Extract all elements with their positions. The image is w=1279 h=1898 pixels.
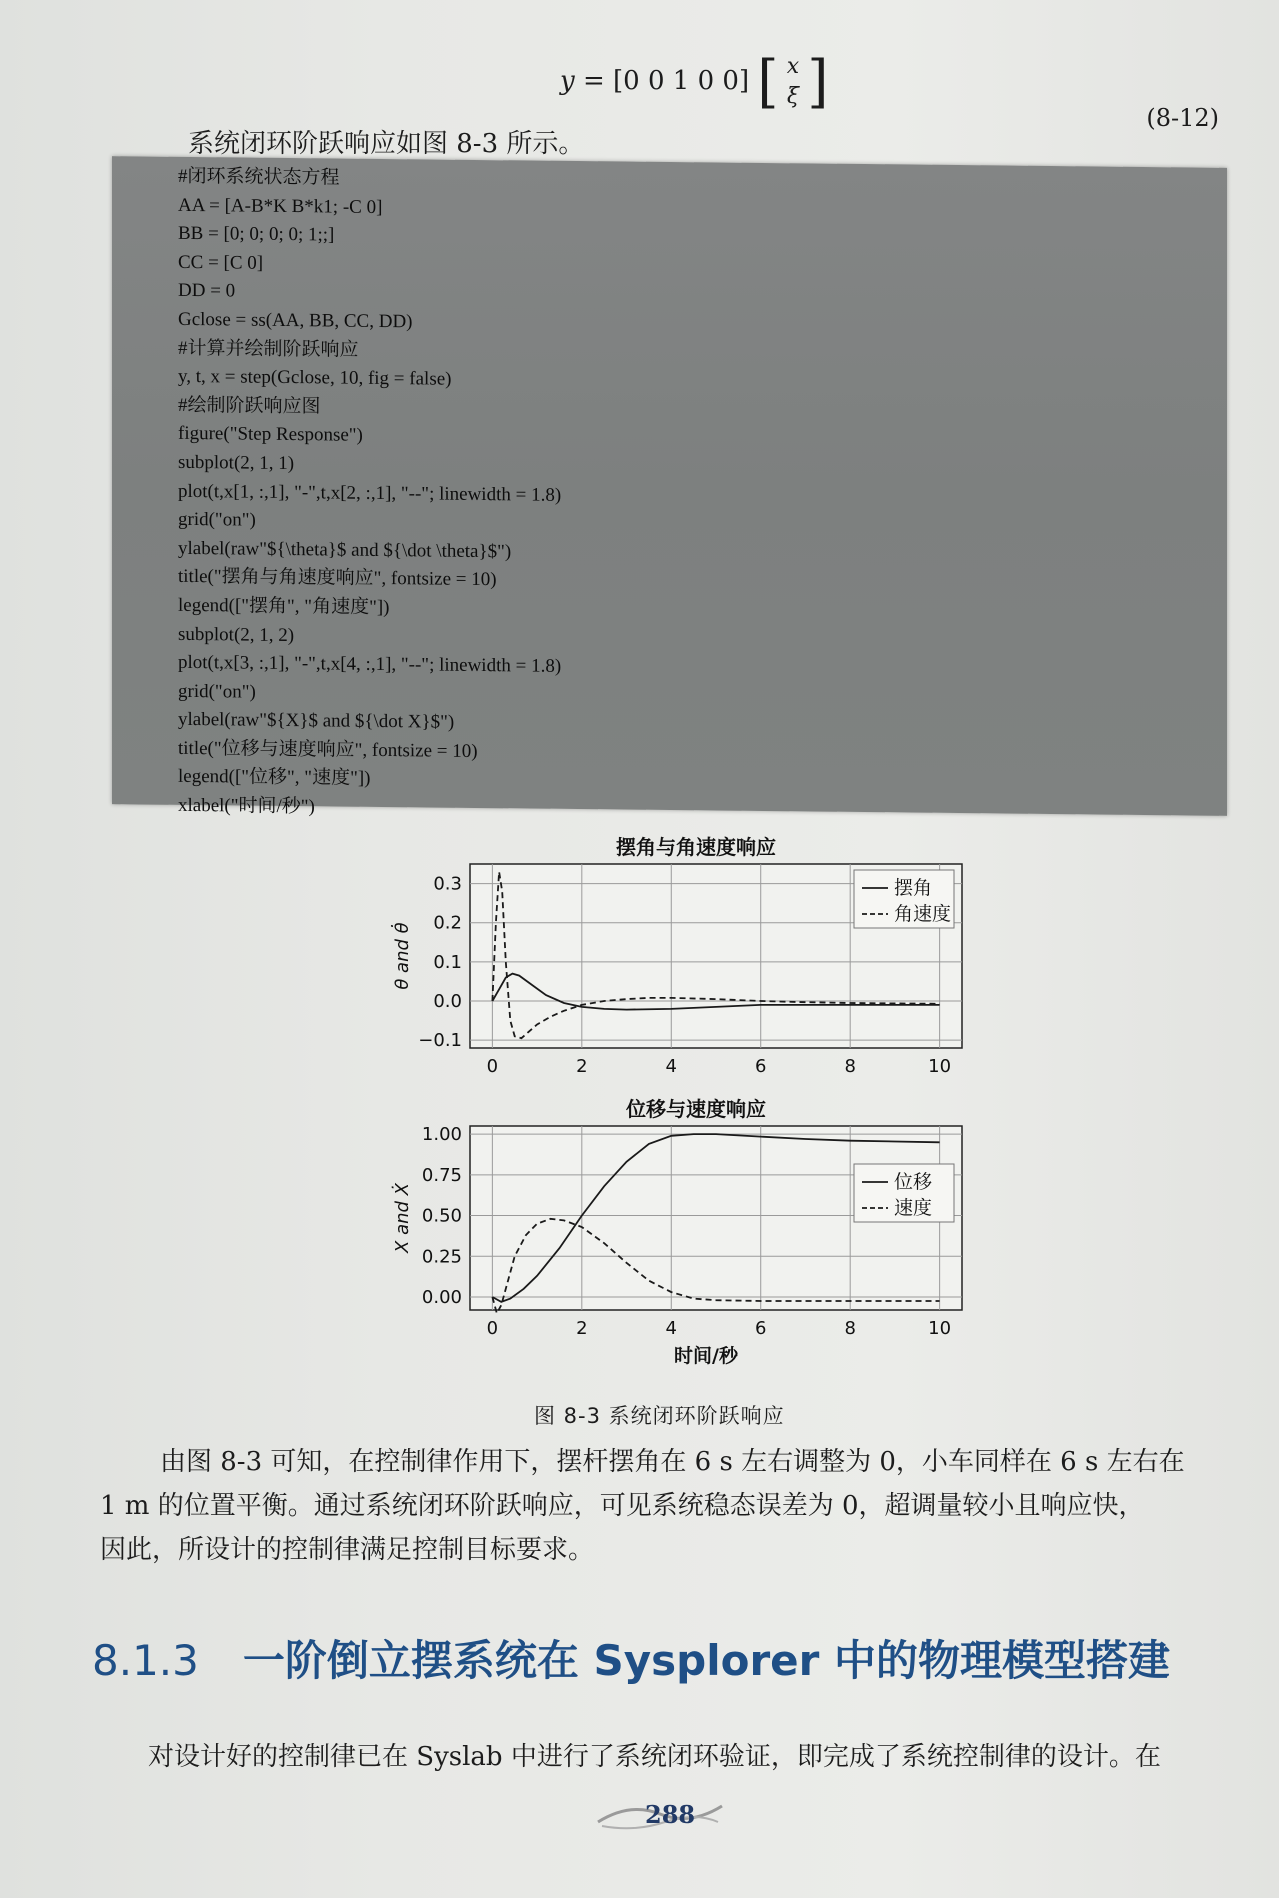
x-tick-label: 10 (928, 1318, 952, 1339)
x-tick-label: 10 (928, 1056, 952, 1077)
y-tick-label: 0.50 (421, 1205, 462, 1227)
code-line: legend(["位移", "速度"]) (178, 766, 371, 790)
code-line: plot(t,x[1, :,1], "-",t,x[2, :,1], "--"; linewidth = 1.8) (178, 480, 562, 506)
x-tick-label: 2 (576, 1056, 588, 1077)
code-line: AA = [A-B*K B*k1; -C 0] (178, 194, 383, 218)
right-bracket: ] (807, 48, 829, 115)
figure-caption: 图 8-3 系统闭环阶跃响应 (534, 1404, 785, 1428)
y-axis-label: X and Ẋ (392, 1183, 413, 1253)
vector-entry: ξ (786, 84, 799, 109)
code-line: xlabel("时间/秒") (178, 794, 315, 818)
code-line: DD = 0 (178, 280, 236, 302)
y-tick-label: 0.0 (433, 991, 462, 1013)
equation-number: (8-12) (1146, 104, 1219, 132)
x-tick-label: 4 (665, 1318, 677, 1339)
equation-row-vector: [0 0 1 0 0] (613, 66, 750, 96)
x-tick-label: 0 (486, 1318, 499, 1339)
code-line: CC = [C 0] (178, 251, 264, 274)
legend-label: 角速度 (894, 903, 952, 925)
code-line: grid("on") (178, 508, 256, 531)
code-line: #绘制阶跃响应图 (178, 394, 321, 418)
paragraph-line: 因此，所设计的控制律满足控制目标要求。 (100, 1535, 595, 1565)
x-tick-label: 2 (576, 1318, 588, 1339)
y-tick-label: 0.3 (433, 873, 462, 895)
y-tick-label: −0.1 (418, 1030, 462, 1052)
x-tick-label: 6 (755, 1318, 767, 1339)
page-number-ornament (590, 1792, 730, 1842)
x-tick-label: 0 (486, 1056, 499, 1077)
equation-8-12 (560, 48, 829, 115)
equation-equals: = (582, 66, 605, 96)
legend-label: 速度 (894, 1197, 933, 1219)
code-line: ylabel(raw"${\theta}$ and ${\dot \theta}$") (178, 537, 512, 563)
code-lines (178, 163, 561, 825)
y-tick-label: 0.25 (421, 1246, 462, 1268)
chart-angle-response (390, 835, 962, 1077)
x-tick-label: 6 (755, 1056, 767, 1077)
section-number: 8.1.3 (92, 1636, 199, 1685)
chart-displacement-response (392, 1097, 962, 1367)
code-line: title("位移与速度响应", fontsize = 10) (178, 737, 478, 762)
legend-label: 摆角 (894, 877, 933, 899)
page-number: 288 (645, 1800, 696, 1829)
paragraph-line: 1 m 的位置平衡。通过系统闭环阶跃响应，可见系统稳态误差为 0，超调量较小且响应快， (100, 1491, 1145, 1521)
x-axis-label: 时间/秒 (674, 1345, 738, 1367)
code-line: BB = [0; 0; 0; 0; 1;;] (178, 223, 335, 246)
code-line: figure("Step Response") (178, 423, 363, 447)
y-tick-label: 0.00 (421, 1286, 462, 1308)
code-line: Gclose = ss(AA, BB, CC, DD) (178, 308, 413, 333)
code-line: #计算并绘制阶跃响应 (178, 337, 359, 361)
section-title: 一阶倒立摆系统在 Sysplorer 中的物理模型搭建 (242, 1636, 1170, 1685)
x-tick-label: 8 (844, 1318, 856, 1339)
code-line: title("摆角与角速度响应", fontsize = 10) (178, 566, 497, 591)
x-tick-label: 8 (844, 1056, 856, 1077)
code-line: y, t, x = step(Gclose, 10, fig = false) (178, 366, 452, 390)
equation-lhs: y (560, 66, 575, 96)
x-tick-label: 4 (665, 1056, 677, 1077)
chart-title: 摆角与角速度响应 (616, 835, 776, 859)
code-listing-panel (112, 156, 1227, 816)
legend-label: 位移 (894, 1171, 933, 1193)
y-axis-label: θ and θ̇ (392, 922, 413, 990)
y-tick-label: 0.1 (433, 951, 462, 973)
code-line: plot(t,x[3, :,1], "-",t,x[4, :,1], "--"; linewidth = 1.8) (178, 651, 562, 677)
y-tick-label: 0.2 (433, 912, 462, 934)
y-tick-label: 1.00 (421, 1124, 462, 1146)
vector-entry: x (786, 54, 800, 79)
code-line: subplot(2, 1, 1) (178, 451, 295, 475)
left-bracket: [ (757, 48, 779, 115)
paragraph-line: 对设计好的控制律已在 Syslab 中进行了系统闭环验证，即完成了系统控制律的设计。在 (148, 1742, 1161, 1772)
code-line: subplot(2, 1, 2) (178, 623, 295, 646)
code-line: #闭环系统状态方程 (178, 165, 340, 189)
section-heading (92, 1628, 1170, 1688)
paragraph-line: 由图 8-3 可知，在控制律作用下，摆杆摆角在 6 s 左右调整为 0，小车同样在 6 s 左右在 (160, 1447, 1185, 1477)
code-line: ylabel(raw"${X}$ and ${\dot X}$") (178, 709, 455, 734)
equation-column-vector (787, 52, 799, 112)
code-line: legend(["摆角", "角速度"]) (178, 594, 390, 618)
intro-text: 系统闭环阶跃响应如图 8-3 所示。 (188, 129, 585, 159)
chart-title: 位移与速度响应 (626, 1097, 766, 1121)
step-response-figure (370, 830, 990, 1390)
code-line: grid("on") (178, 680, 256, 703)
y-tick-label: 0.75 (421, 1164, 462, 1186)
